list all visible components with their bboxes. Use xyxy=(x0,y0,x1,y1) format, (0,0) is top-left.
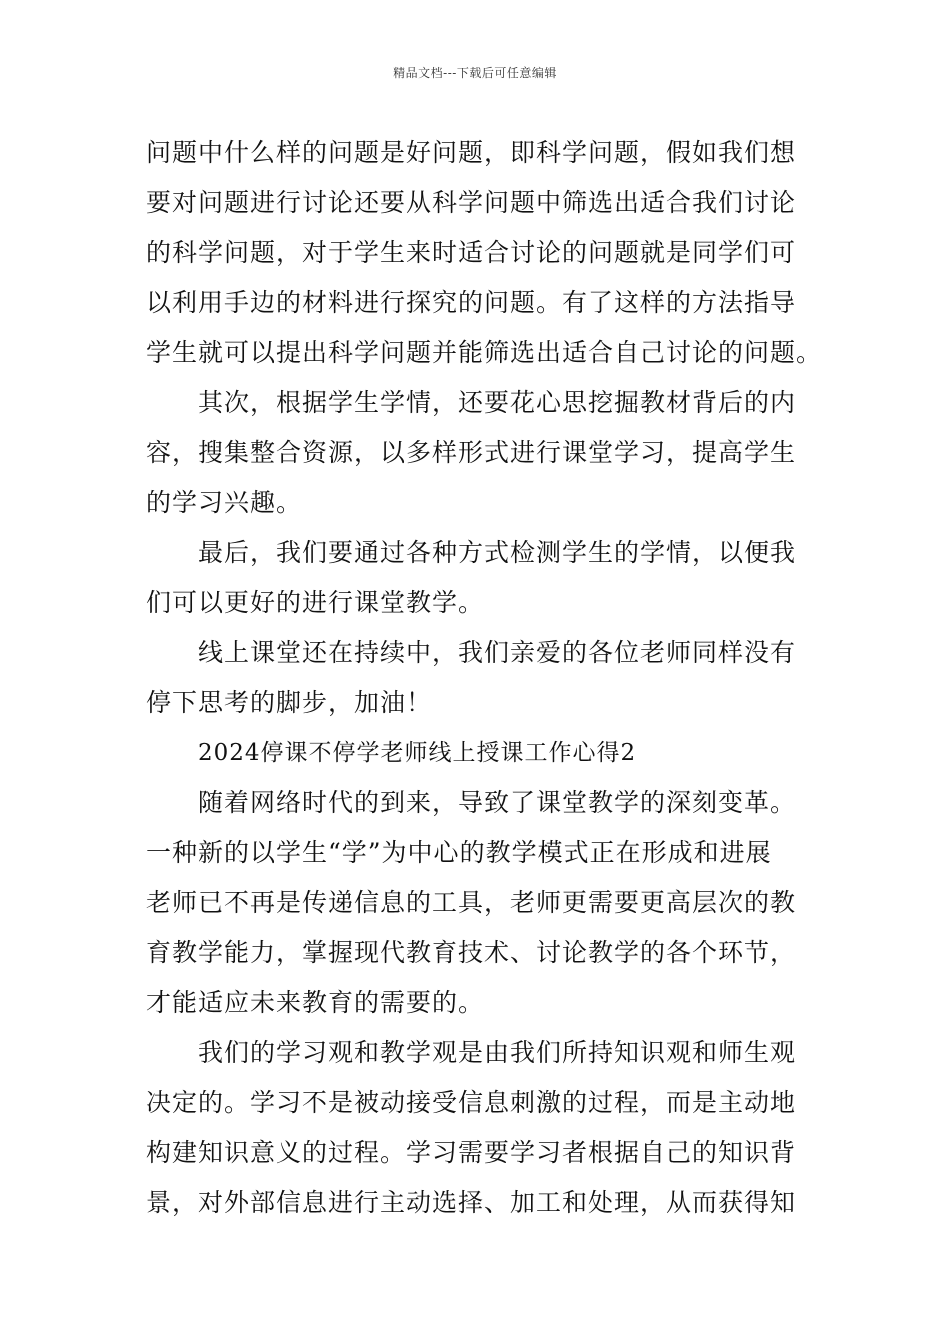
text-line: 老师已不再是传递信息的工具，老师更需要更高层次的教 xyxy=(146,888,797,917)
text-line: 学生就可以提出科学问题并能筛选出适合自己讨论的问题。 xyxy=(146,338,823,367)
paragraph-start-line: 我们的学习观和教学观是由我们所持知识观和师生观 xyxy=(198,1038,797,1067)
paragraph-start-line: 最后，我们要通过各种方式检测学生的学情，以便我 xyxy=(198,538,797,567)
text-line: 的学习兴趣。 xyxy=(146,488,303,517)
text-line: 问题中什么样的问题是好问题，即科学问题，假如我们想 xyxy=(146,138,797,167)
text-line: 要对问题进行讨论还要从科学问题中筛选出适合我们讨论 xyxy=(146,188,797,217)
paragraph-start-line: 线上课堂还在持续中，我们亲爱的各位老师同样没有 xyxy=(198,638,797,667)
paragraph-start-line: 随着网络时代的到来，导致了课堂教学的深刻变革。 xyxy=(198,788,797,817)
text-line: 才能适应未来教育的需要的。 xyxy=(146,988,485,1017)
page-header: 精品文档---下载后可任意编辑 xyxy=(393,66,557,80)
text-line: 容，搜集整合资源，以多样形式进行课堂学习，提高学生 xyxy=(146,438,797,467)
text-line: 的科学问题，对于学生来时适合讨论的问题就是同学们可 xyxy=(146,238,797,267)
text-line: 一种新的以学生“学”为中心的教学模式正在形成和进展 xyxy=(146,838,772,867)
section-heading: 2024停课不停学老师线上授课工作心得2 xyxy=(198,740,637,766)
text-line: 决定的。学习不是被动接受信息刺激的过程，而是主动地 xyxy=(146,1088,797,1117)
text-line: 景，对外部信息进行主动选择、加工和处理，从而获得知 xyxy=(146,1188,797,1217)
body-text xyxy=(146,128,823,1228)
text-line: 以利用手边的材料进行探究的问题。有了这样的方法指导 xyxy=(146,288,797,317)
text-line: 构建知识意义的过程。学习需要学习者根据自己的知识背 xyxy=(146,1138,797,1167)
text-line: 们可以更好的进行课堂教学。 xyxy=(146,588,485,617)
paragraph-start-line: 其次，根据学生学情，还要花心思挖掘教材背后的内 xyxy=(198,388,797,417)
text-line: 停下思考的脚步，加油！ xyxy=(146,688,433,717)
text-line: 育教学能力，掌握现代教育技术、讨论教学的各个环节， xyxy=(146,938,797,967)
